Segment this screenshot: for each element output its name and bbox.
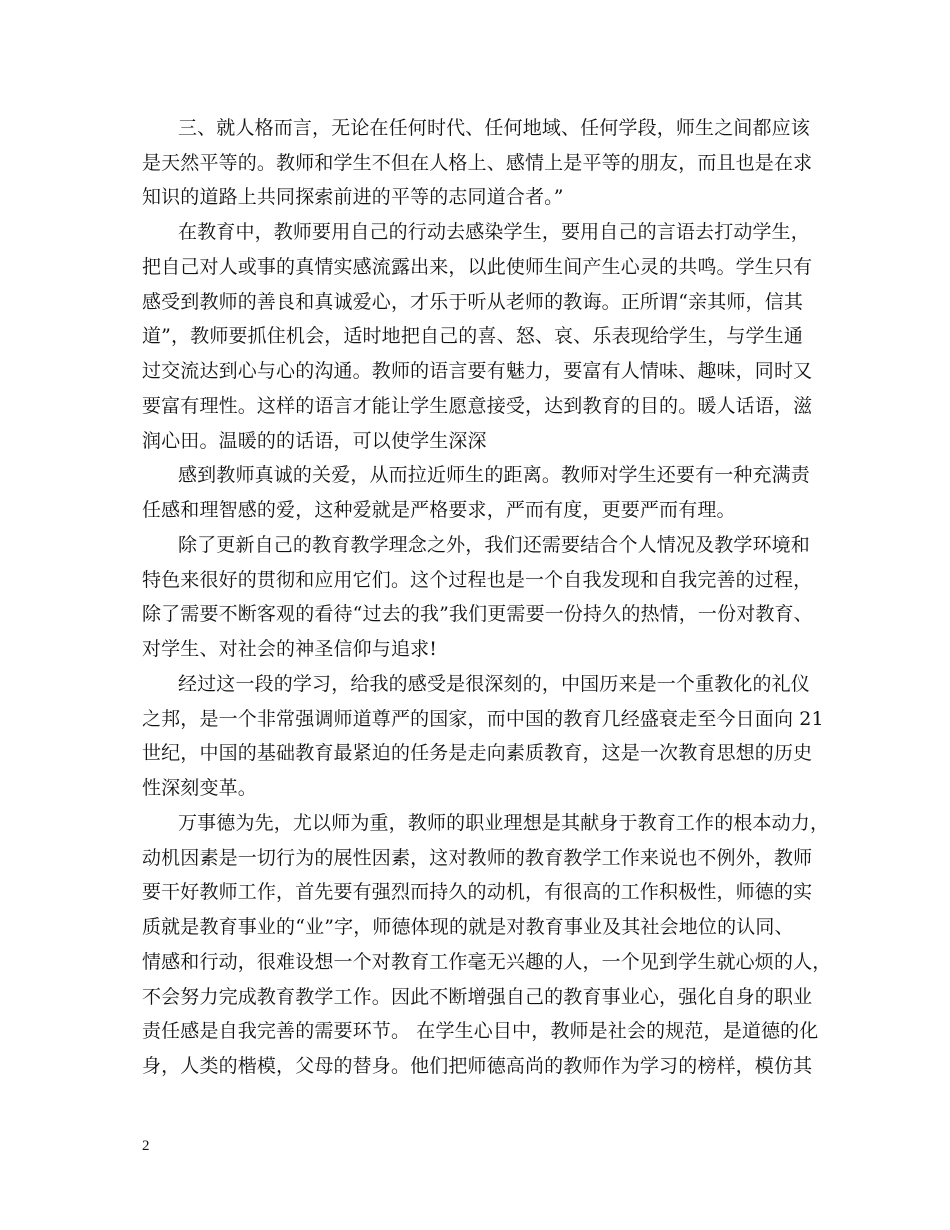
text-line: 是天然平等的。教师和学生不但在人格上、感情上是平等的朋友，而且也是在求 xyxy=(142,151,813,174)
text-line: 三、就人格而言，无论在任何时代、任何地域、任何学段，师生之间都应该 xyxy=(178,117,810,139)
text-line: 万事德为先，尤以师为重，教师的职业理想是其献身于教育工作的根本动力， xyxy=(178,811,830,834)
text-line: 动机因素是一切行为的展性因素，这对教师的教育教学工作来说也不例外，教师 xyxy=(142,846,813,869)
text-line: 要富有理性。这样的语言才能让学生愿意接受，达到教育的目的。暖人话语，滋 xyxy=(142,394,813,417)
text-line: 要干好教师工作，首先要有强烈而持久的动机，有很高的工作积极性，师德的实 xyxy=(142,881,813,904)
text-line: 之邦，是一个非常强调师道尊严的国家，而中国的教育几经盛衰走至今日面向 21 xyxy=(142,707,824,730)
text-line: 过交流达到心与心的沟通。教师的语言要有魅力，要富有人情味、趣味，同时又 xyxy=(142,360,813,383)
text-line: 经过这一段的学习，给我的感受是很深刻的，中国历来是一个重教化的礼仪 xyxy=(178,672,810,695)
text-line: 对学生、对社会的神圣信仰与追求! xyxy=(142,638,438,661)
text-line: 特色来很好的贯彻和应用它们。这个过程也是一个自我发现和自我完善的过程， xyxy=(142,568,813,591)
text-line: 世纪，中国的基础教育最紧迫的任务是走向素质教育，这是一次教育思想的历史 xyxy=(142,742,813,765)
text-line: 除了需要不断客观的看待“过去的我”我们更需要一份持久的热情，一份对教育、 xyxy=(142,603,813,626)
text-line: 不会努力完成教育教学工作。因此不断增强自己的教育事业心，强化自身的职业 xyxy=(142,985,813,1008)
text-line: 道”，教师要抓住机会，适时地把自己的喜、怒、哀、乐表现给学生，与学生通 xyxy=(142,325,803,348)
text-line: 责任感是自我完善的需要环节。 在学生心目中，教师是社会的规范，是道德的化 xyxy=(142,1020,819,1043)
text-line: 知识的道路上共同探索前进的平等的志同道合者。” xyxy=(142,186,564,209)
text-line: 感到教师真诚的关爱，从而拉近师生的距离。教师对学生还要有一种充满责 xyxy=(178,464,810,487)
text-line: 情感和行动，很难设想一个对教育工作毫无兴趣的人，一个见到学生就心烦的人， xyxy=(142,950,832,973)
text-line: 性深刻变革。 xyxy=(142,777,257,800)
text-line: 在教育中，教师要用自己的行动去感染学生，要用自己的言语去打动学生， xyxy=(178,221,810,244)
text-line: 感受到教师的善良和真诚爱心，才乐于听从老师的教诲。正所谓“亲其师，信其 xyxy=(142,290,803,313)
text-line: 除了更新自己的教育教学理念之外，我们还需要结合个人情况及教学环境和 xyxy=(178,533,810,556)
text-line: 身，人类的楷模，父母的替身。他们把师德高尚的教师作为学习的榜样，模仿其 xyxy=(142,1055,813,1077)
text-line: 任感和理智感的爱，这种爱就是严格要求，严而有度，更要严而有理。 xyxy=(142,499,736,522)
text-line: 把自己对人或事的真情实感流露出来，以此使师生间产生心灵的共鸣。学生只有 xyxy=(142,255,813,278)
text-line: 质就是教育事业的“业”字，师德体现的就是对教育事业及其社会地位的认同、 xyxy=(142,916,794,939)
text-line: 润心田。温暖的的话语，可以使学生深深 xyxy=(142,429,487,452)
page-number: 2 xyxy=(142,1138,150,1154)
